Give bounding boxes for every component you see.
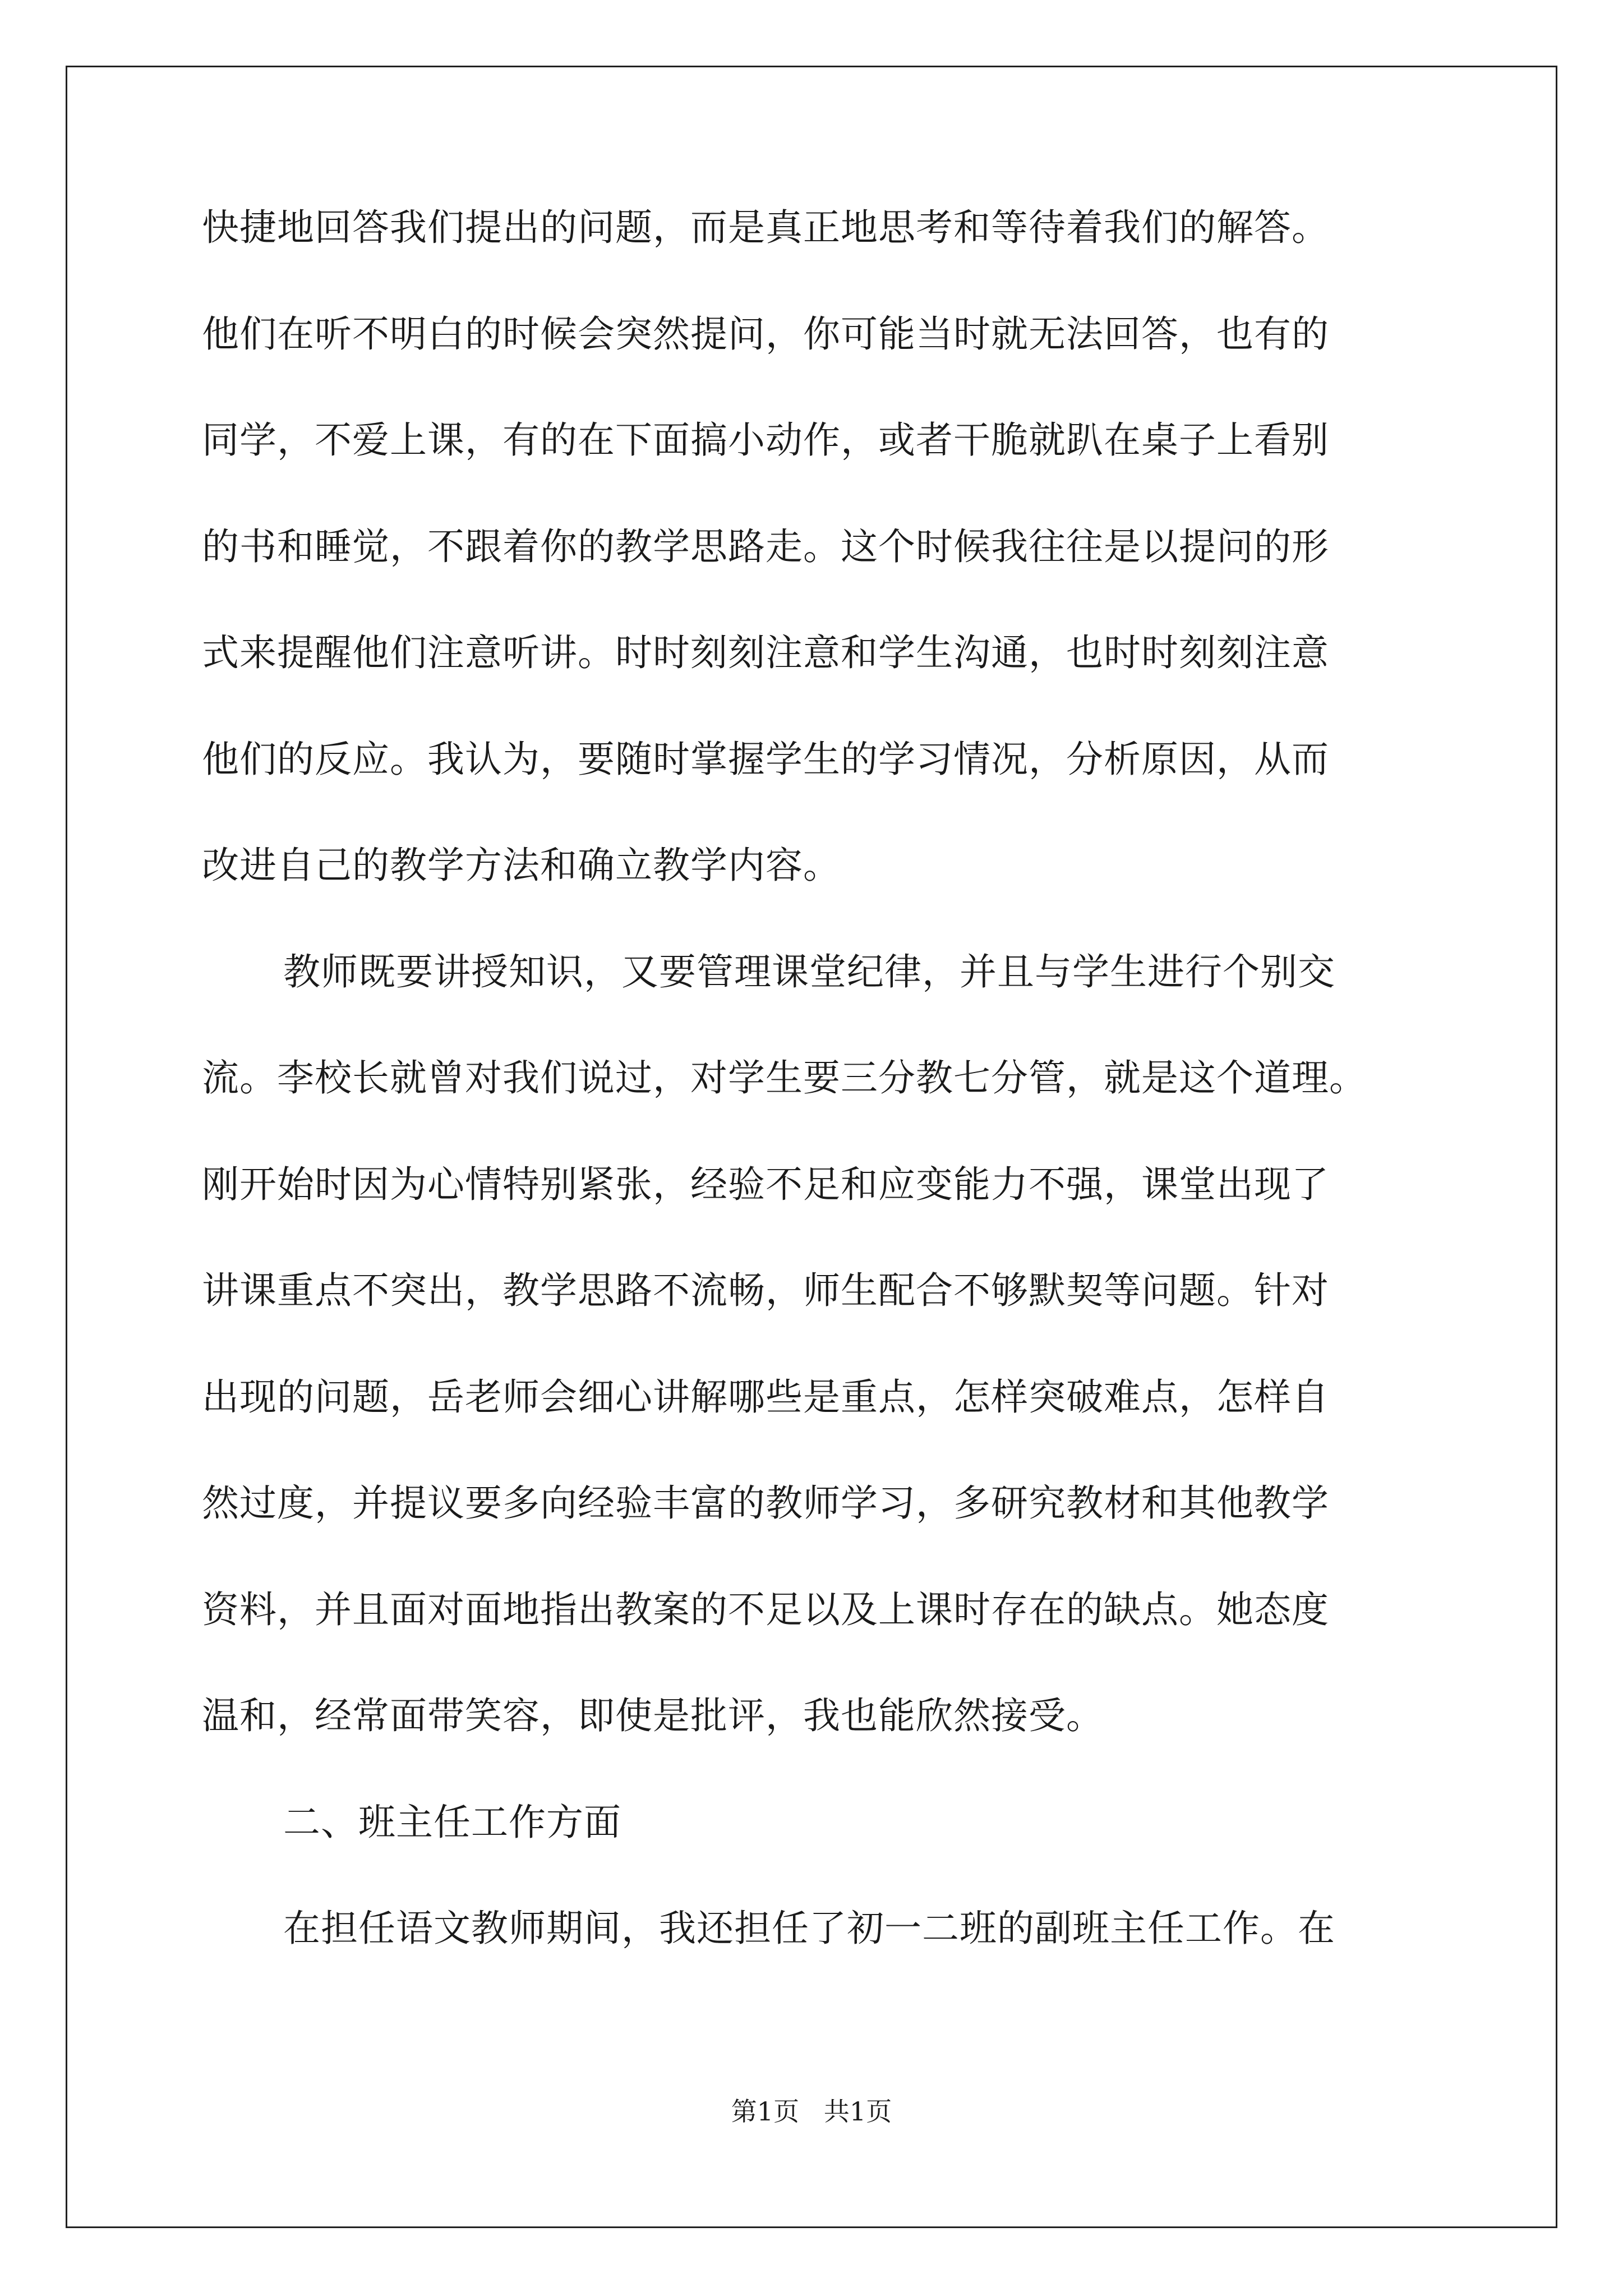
- text-line: 的书和睡觉，不跟着你的教学思路走。这个时候我往往是以提问的形: [202, 524, 1329, 568]
- text-line: 刚开始时因为心情特别紧张，经验不足和应变能力不强，课堂出现了: [202, 1162, 1329, 1206]
- text-line: 在担任语文教师期间，我还担任了初一二班的副班主任工作。在: [283, 1907, 1335, 1950]
- text-line: 讲课重点不突出，教学思路不流畅，师生配合不够默契等问题。针对: [202, 1269, 1329, 1312]
- text-line: 二、班主任工作方面: [283, 1800, 621, 1844]
- document-body: [202, 206, 1475, 2014]
- text-line: 他们在听不明白的时候会突然提问，你可能当时就无法回答，也有的: [202, 312, 1329, 356]
- text-line: 出现的问题，岳老师会细心讲解哪些是重点，怎样突破难点，怎样自: [202, 1375, 1329, 1419]
- text-line: 然过度，并提议要多向经验丰富的教师学习，多研究教材和其他教学: [202, 1481, 1329, 1525]
- text-line: 他们的反应。我认为，要随时掌握学生的学习情况，分析原因，从而: [202, 737, 1329, 781]
- text-line: 流。李校长就曾对我们说过，对学生要三分教七分管，就是这个道理。: [202, 1056, 1367, 1099]
- page-number-footer: 第1页 共1页: [731, 2096, 892, 2127]
- text-line: 资料，并且面对面地指出教案的不足以及上课时存在的缺点。她态度: [202, 1588, 1329, 1631]
- text-line: 快捷地回答我们提出的问题，而是真正地思考和等待着我们的解答。: [202, 206, 1329, 249]
- text-line: 式来提醒他们注意听讲。时时刻刻注意和学生沟通，也时时刻刻注意: [202, 631, 1329, 674]
- text-line: 温和，经常面带笑容，即使是批评，我也能欣然接受。: [202, 1694, 1104, 1737]
- text-line: 同学，不爱上课，有的在下面搞小动作，或者干脆就趴在桌子上看别: [202, 418, 1329, 462]
- text-line: 改进自己的教学方法和确立教学内容。: [202, 844, 841, 887]
- text-line: 教师既要讲授知识，又要管理课堂纪律，并且与学生进行个别交: [283, 950, 1335, 993]
